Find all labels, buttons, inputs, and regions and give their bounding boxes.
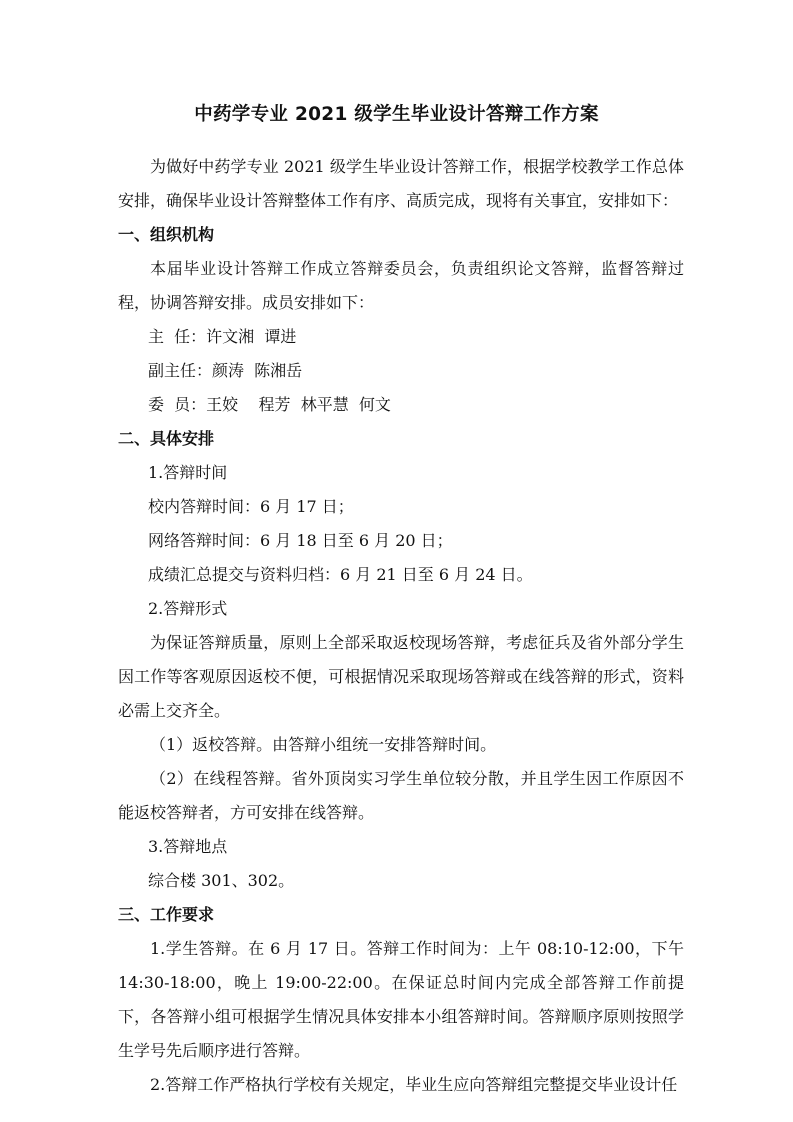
organization-paragraph: 本届毕业设计答辩工作成立答辩委员会，负责组织论文答辩，监督答辩过程，协调答辩安排。成员安排如下： [118,259,684,312]
requirement-paragraph-2: 2.答辩工作严格执行学校有关规定，毕业生应向答辩组完整提交毕业设计任 [150,1075,678,1094]
defense-form-paragraph: 为保证答辩质量，原则上全部采取返校现场答辩，考虑征兵及省外部分学生因工作等客观原因返校不便，可根据情况采取现场答辩或在线答辩的形式，资料必需上交齐全。 [118,633,684,720]
form-item-online: （2）在线程答辩。省外顶岗实习学生单位较分散，并且学生因工作原因不能返校答辩者，方可安排在线答辩。 [118,769,684,822]
intro-paragraph: 为做好中药学专业 2021 级学生毕业设计答辩工作，根据学校教学工作总体安排，确保毕业设计答辩整体工作有序、高质完成，现将有关事宜，安排如下： [118,157,684,210]
defense-place-line: 综合楼 301、302。 [148,871,295,890]
subheading-defense-form: 2.答辩形式 [148,599,228,618]
section-heading-organization: 一、组织机构 [118,225,215,244]
document-body [118,150,684,1102]
member-line-members: 委 员：王姣 程芳 林平慧 何文 [148,395,391,414]
form-item-onsite: （1）返校答辩。由答辩小组统一安排答辩时间。 [150,735,497,754]
section-heading-requirements: 三、工作要求 [118,905,215,924]
subheading-defense-place: 3.答辩地点 [148,837,228,856]
time-line-campus: 校内答辩时间：6 月 17 日； [148,497,354,516]
time-line-online: 网络答辩时间：6 月 18 日至 6 月 20 日； [148,531,453,550]
member-line-vice-chair: 副主任：颜涛 陈湘岳 [148,361,303,380]
document-title: 中药学专业 2021 级学生毕业设计答辩工作方案 [194,104,599,125]
member-line-chair: 主 任：许文湘 谭进 [148,327,297,346]
requirement-paragraph-1: 1.学生答辩。在 6 月 17 日。答辩工作时间为：上午 08:10-12:00，下午 14:30-18:00，晚上 19:00-22:00。在保证总时间内完成全部答辩工作前提下，各答辩小组可根据学生情况具体安排本小组答辩时间。答辩顺序原则按照学生学号先后顺序进行答辩。 [118,939,684,1060]
subheading-defense-time: 1.答辩时间 [148,463,228,482]
time-line-archive: 成绩汇总提交与资料归档：6 月 21 日至 6 月 24 日。 [148,565,533,584]
section-heading-arrangement: 二、具体安排 [118,429,215,448]
